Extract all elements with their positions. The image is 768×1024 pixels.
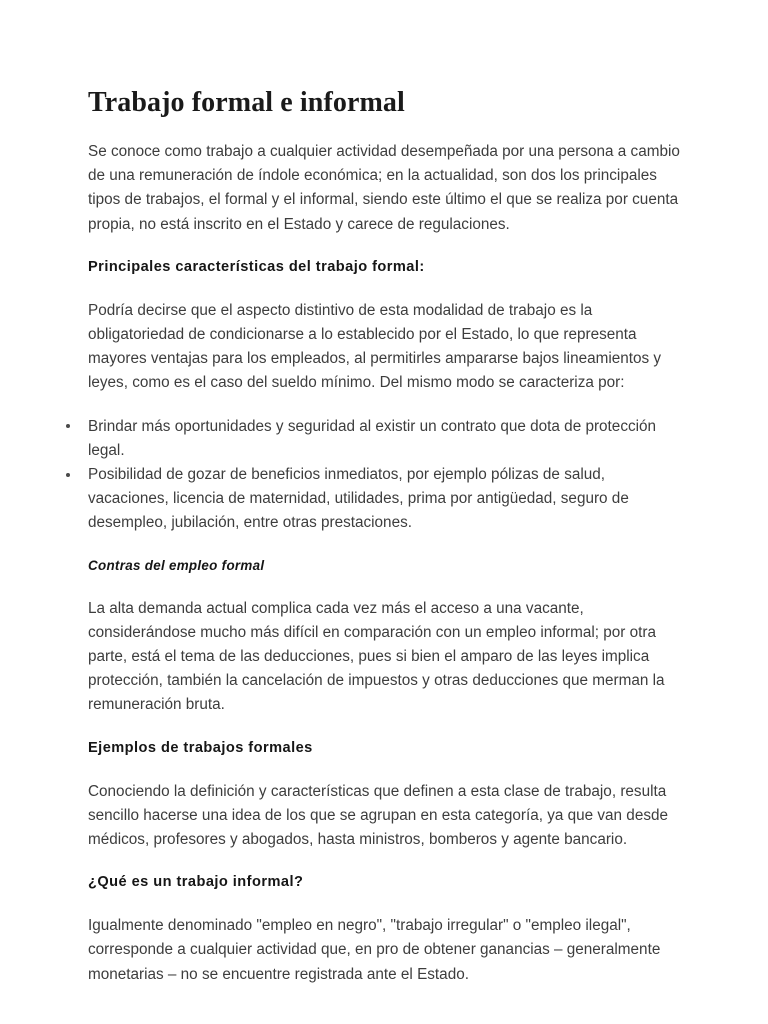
- heading-ejemplos-trabajos-formales: Ejemplos de trabajos formales: [88, 739, 313, 756]
- intro-paragraph: Se conoce como trabajo a cualquier actividad desempeñada por una persona a cambio de una remuneración de índole económica; en la actualidad, son dos los principales tipos de trabajos, el formal y el informal, siendo este último el que se realiza por cuenta propia, no está inscrito en el Estado y carece de regulaciones.: [88, 143, 680, 233]
- list-item-text: Posibilidad de gozar de beneficios inmediatos, por ejemplo pólizas de salud, vacaciones, licencia de maternidad, utilidades, prima por antigüedad, seguro de desempleo, jubilación, entre otras prestaciones.: [88, 466, 629, 532]
- list-item: [66, 415, 680, 463]
- paragraph-alta-demanda: La alta demanda actual complica cada vez más el acceso a una vacante, considerándose mucho más difícil en comparación con un empleo informal; por otra parte, está el tema de las deducciones, pues si bien el amparo de las leyes implica protección, también la cancelación de impuestos y otras deducciones que merman la remuneración bruta.: [88, 599, 665, 714]
- page-title: Trabajo formal e informal: [88, 87, 405, 118]
- paragraph-aspecto-distintivo: Podría decirse que el aspecto distintivo de esta modalidad de trabajo es la obligatoriedad de condicionarse a lo establecido por el Estado, lo que representa mayores ventajas para los empleados, al permitirles ampararse bajos lineamientos y leyes, como es el caso del sueldo mínimo. Del mismo modo se caracteriza por:: [88, 301, 662, 392]
- bullet-dot-icon: [66, 473, 70, 477]
- caracteristicas-bullet-list: [88, 415, 680, 536]
- heading-principales-caracteristicas: Principales características del trabajo formal:: [88, 258, 425, 275]
- list-item-text: Brindar más oportunidades y seguridad al existir un contrato que dota de protección legal.: [88, 417, 657, 459]
- heading-contras-empleo-formal: Contras del empleo formal: [88, 557, 265, 573]
- bullet-dot-icon: [66, 424, 70, 428]
- paragraph-igualmente-denominado: Igualmente denominado "empleo en negro", "trabajo irregular" o "empleo ilegal", corresponde a cualquier actividad que, en pro de obtener ganancias – generalmente monetarias – no se encuentre registrada ante el Estado.: [88, 917, 661, 983]
- paragraph-conociendo-definicion: Conociendo la definición y características que definen a esta clase de trabajo, resulta sencillo hacerse una idea de los que se agrupan en esta categoría, ya que van desde médicos, profesores y abogados, hasta ministros, bomberos y agente bancario.: [88, 782, 668, 849]
- document-body: [88, 86, 680, 1006]
- heading-que-es-trabajo-informal: ¿Qué es un trabajo informal?: [88, 874, 304, 891]
- list-item: [66, 463, 680, 536]
